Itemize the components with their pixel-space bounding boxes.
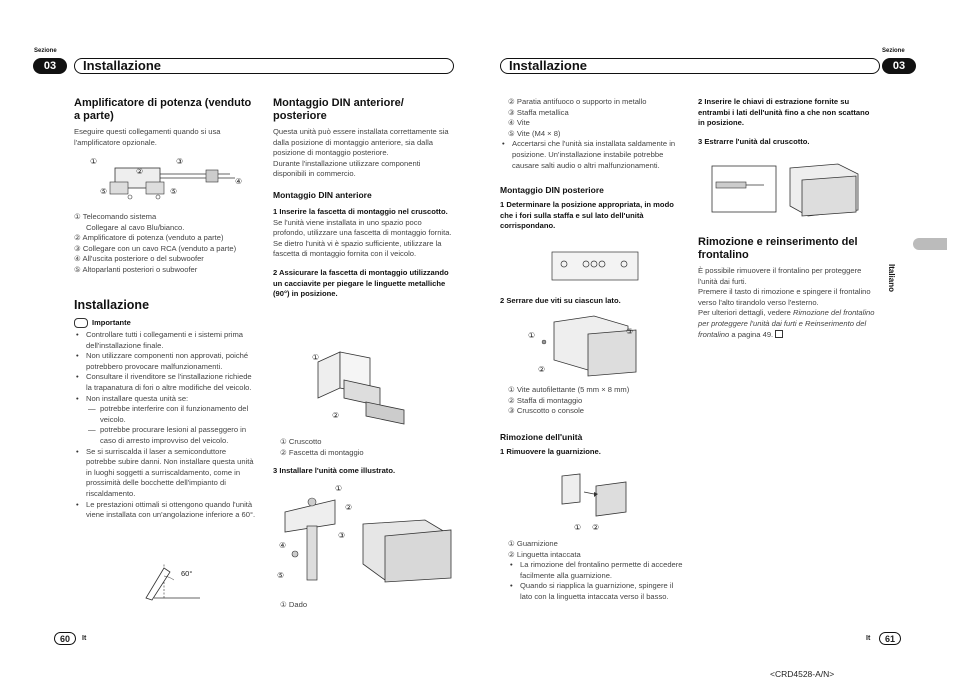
list-item: — potrebbe interferire con il funzionamento del veicolo.	[100, 404, 256, 425]
fig3-label-2: ②	[538, 365, 546, 374]
top-legend-4: ④ Vite	[508, 118, 530, 128]
fig2-label-3: ③	[338, 531, 346, 540]
installation-section	[74, 299, 256, 521]
fig2-label-1: ①	[335, 484, 343, 493]
legend-1-item-2: ② Fascetta di montaggio	[280, 447, 364, 457]
list-item: • Consultare il rivenditore se l'installazione richiede la trapanatura di fori o altre modifiche del veicolo.	[86, 372, 256, 393]
legend-1-item-1: ① Cruscotto	[280, 437, 322, 446]
list-item: • Non installare questa unità se:	[86, 394, 256, 405]
rear-step-1: 1 Determinare la posizione appropriata, in modo che i fori sulla staffa e sul lato dell'unità corrispondano.	[500, 200, 674, 231]
section-label-left: Sezione	[34, 48, 57, 54]
installation-title: Installazione	[74, 298, 150, 312]
amp-legend-1b: Collegare al cavo Blu/bianco.	[86, 222, 185, 232]
important-list-2	[74, 447, 256, 521]
angle-diagram	[140, 560, 210, 602]
fig3-label-3: ③	[626, 327, 634, 336]
left-column-2	[273, 97, 453, 300]
amp-fig-label-1: ①	[90, 157, 98, 166]
fig2-label-4: ④	[279, 541, 287, 550]
front-panel-p1: È possibile rimuovere il frontalino per proteggere l'unità dai furti.	[698, 266, 862, 286]
fig4-label-2: ②	[592, 523, 600, 532]
amp-legend	[74, 212, 259, 276]
front-panel-p3-c: a pagina 49.	[729, 329, 774, 339]
front-panel-p3	[698, 308, 878, 340]
side-tab-label: Italiano	[887, 264, 896, 293]
amp-legend-4: ④ All'uscita posteriore o del subwoofer	[74, 254, 204, 264]
note-icon	[74, 318, 88, 328]
title-bar-left	[74, 58, 454, 74]
front-panel-p3-a: Per ulteriori dettagli, vedere	[698, 308, 793, 318]
important-list	[74, 330, 256, 404]
front-panel-section	[698, 236, 878, 340]
important-heading	[74, 317, 256, 328]
amp-fig-label-4: ④	[235, 177, 243, 186]
amp-legend-3: ③ Collegare con un cavo RCA (venduto a parte)	[74, 243, 237, 253]
step-3: 3 Installare l'unità come illustrato.	[273, 466, 396, 475]
extraction-keys-diagram	[708, 160, 868, 220]
legend-4-item-2: ② Linguetta intaccata	[508, 549, 581, 559]
list-item: • Se si surriscalda il laser a semiconduttore potrebbe subire danni. Non installare questa unità in luoghi soggetti a surriscaldamento, come in prossimità delle bocchette dell'impianto di riscaldamento.	[86, 447, 256, 500]
legend-3-item-3: ③ Cruscotto o console	[508, 406, 585, 416]
install-note	[500, 139, 680, 171]
title-right: Installazione	[509, 58, 588, 73]
trim-ring-diagram	[556, 472, 636, 534]
fig3-label-1: ①	[528, 331, 536, 340]
legend-2-item-1: ① Dado	[280, 600, 308, 609]
legend-3-item-2: ② Staffa di montaggio	[508, 395, 583, 405]
front-panel-p2: Premere il tasto di rimozione e spingere il frontalino verso l'alto tirandolo verso l'esterno.	[698, 287, 871, 307]
legend-1	[280, 437, 450, 458]
condition-list	[88, 404, 256, 446]
din-title: Montaggio DIN anteriore/ posteriore	[273, 97, 404, 122]
rear-din-title: Montaggio DIN posteriore	[500, 185, 604, 196]
amp-fig-label-3: ③	[176, 157, 184, 166]
mounting-sleeve-diagram	[310, 348, 420, 428]
legend-4-item-1: ① Guarnizione	[508, 539, 558, 548]
unit-install-diagram	[275, 482, 455, 592]
lang-left: It	[82, 635, 87, 642]
right-column-2	[698, 97, 878, 147]
top-legend-3: ③ Staffa metallica	[508, 107, 569, 117]
page-number-right: 61	[879, 632, 901, 645]
front-din-title: Montaggio DIN anteriore	[273, 189, 372, 200]
amp-text: Eseguire questi collegamenti quando si usa l'amplificatore opzionale.	[74, 127, 221, 147]
page-number-left: 60	[54, 632, 76, 645]
amp-fig-label-5a: ⑤	[100, 187, 108, 196]
lang-right: It	[866, 635, 871, 642]
removal-step-1: 1 Rimuovere la guarnizione.	[500, 447, 601, 456]
bracket-holes-diagram	[550, 248, 640, 282]
amp-legend-5: ⑤ Altoparlanti posteriori o subwoofer	[74, 264, 198, 274]
right-column-1	[500, 97, 680, 232]
amp-fig-label-2: ②	[136, 167, 144, 176]
document-code: <CRD4528-A/N>	[770, 669, 835, 679]
title-bar-right	[500, 58, 880, 74]
legend-3	[508, 385, 683, 417]
top-legend-2: ② Paratia antifuoco o supporto in metallo	[508, 97, 647, 106]
din-text-2: Durante l'installazione utilizzare componenti disponibili in commercio.	[273, 158, 421, 179]
step-1: 1 Inserire la fascetta di montaggio nel cruscotto.	[273, 206, 448, 216]
removal-title: Rimozione dell'unità	[500, 432, 583, 442]
amp-legend-1: ① Telecomando sistema	[74, 212, 157, 221]
removal-notes	[508, 560, 683, 602]
list-item: • Le prestazioni ottimali si ottengono quando l'unità viene installata con un'angolazione inferiore a 60°.	[86, 500, 256, 521]
left-column-1	[74, 97, 254, 148]
end-mark-icon	[775, 330, 783, 338]
din-text: Questa unità può essere installata correttamente sia dalla posizione di montaggio anteriore, sia dalla posizione di montaggio posteriore.	[273, 127, 449, 158]
fig1-label-2: ②	[332, 411, 340, 420]
fig2-label-2: ②	[345, 503, 353, 512]
list-item: • Controllare tutti i collegamenti e i sistemi prima dell'installazione finale.	[86, 330, 256, 351]
amp-wiring-diagram	[90, 152, 250, 206]
amp-fig-label-5b: ⑤	[170, 187, 178, 196]
title-left: Installazione	[83, 58, 162, 73]
legend-4	[508, 539, 683, 603]
fig1-label-1: ①	[312, 353, 320, 362]
list-item: • Non utilizzare componenti non approvati, poiché potrebbero provocare malfunzionamenti.	[86, 351, 256, 372]
front-panel-p3-link[interactable]: Rimozione del frontalino per proteggere l'unità dai furti e Reinserimento del frontalino	[698, 308, 875, 339]
side-tab	[913, 238, 947, 250]
section-number-right: 03	[882, 58, 916, 74]
important-label: Importante	[92, 318, 131, 327]
extract-step-3: 3 Estrarre l'unità dal cruscotto.	[698, 136, 810, 146]
amp-title: Amplificatore di potenza (venduto a parte)	[74, 97, 252, 122]
front-panel-title: Rimozione e reinserimento del frontalino	[698, 236, 858, 261]
step-2: 2 Assicurare la fascetta di montaggio utilizzando un cacciavite per piegare le linguette metalliche (90°) in posizione.	[273, 267, 449, 299]
step-1-text: Se l'unità viene installata in uno spazio poco profondo, utilizzare una fascetta di montaggio fornita. Se dietro l'unità vi è spazio sufficiente, utilizzare la fascetta di montaggio fornita con il veicolo.	[273, 217, 452, 259]
list-item: — potrebbe procurare lesioni al passeggero in caso di arresto improvviso del veicolo.	[100, 425, 256, 446]
section-number-left: 03	[33, 58, 67, 74]
section-label-right: Sezione	[882, 48, 905, 54]
rear-step-2: 2 Serrare due viti su ciascun lato.	[500, 296, 621, 305]
list-item: • Quando si riapplica la guarnizione, spingere il lato con la linguetta intaccata verso il basso.	[520, 581, 683, 602]
fig2-label-5: ⑤	[277, 571, 285, 580]
fig4-label-1: ①	[574, 523, 582, 532]
list-item: • La rimozione del frontalino permette di accedere facilmente alla guarnizione.	[520, 560, 683, 581]
top-legend-5: ⑤ Vite (M4 × 8)	[508, 128, 561, 138]
extract-step-2: 2 Inserire le chiavi di estrazione fornite su entrambi i lati dell'unità fino a che non scattano in posizione.	[698, 97, 870, 128]
amp-legend-2: ② Amplificatore di potenza (venduto a parte)	[74, 233, 224, 243]
legend-3-item-1: ① Vite autofilettante (5 mm × 8 mm)	[508, 385, 630, 394]
removal-section	[500, 432, 680, 458]
angle-label: 60°	[181, 569, 193, 578]
rear-mount-diagram	[524, 312, 644, 378]
list-item: • Accertarsi che l'unità sia installata saldamente in posizione. Un'installazione instabile potrebbe causare salti audio o altri malfunzionamenti.	[512, 139, 680, 171]
